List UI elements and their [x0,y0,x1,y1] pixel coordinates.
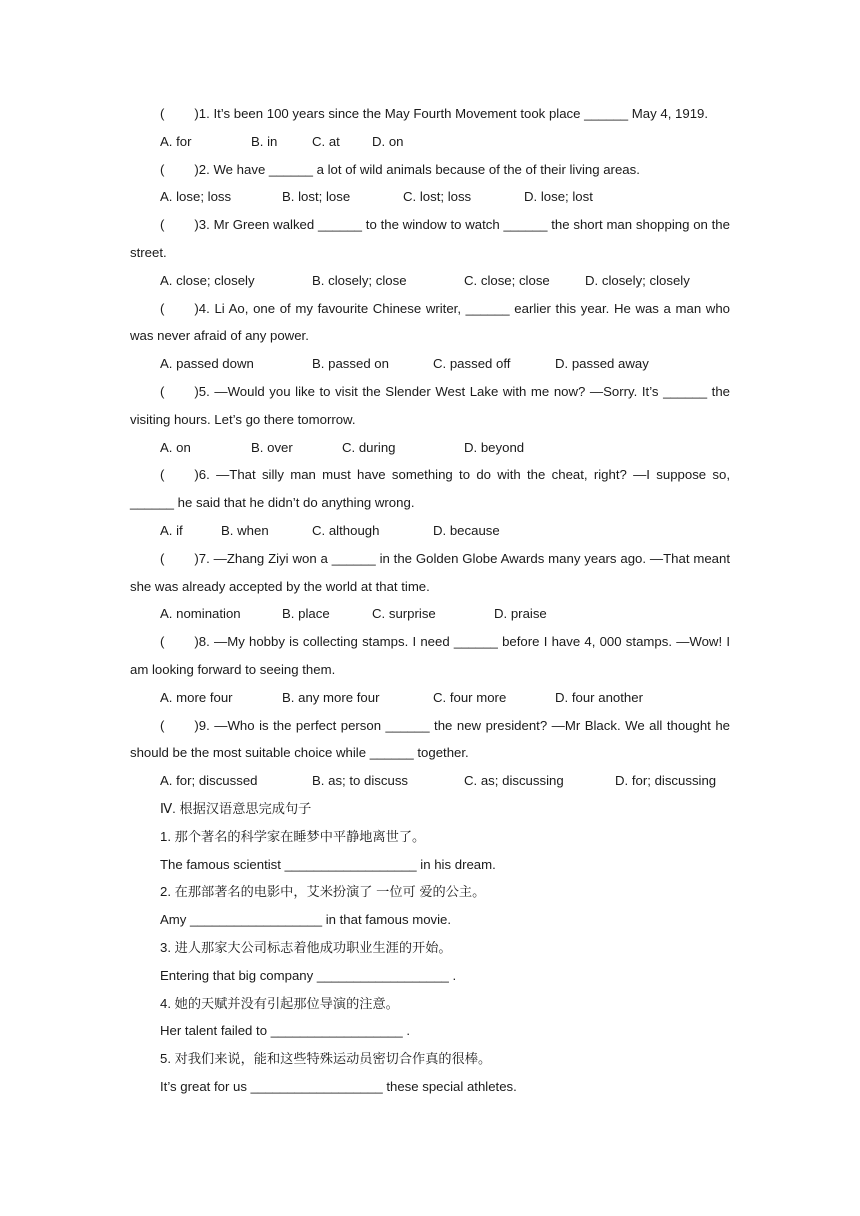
option-d: D. closely; closely [585,272,690,288]
option-a: A. for [160,133,192,149]
question-7-options [160,600,730,628]
question-3: ( )3. Mr Green walked ______ to the window to watch ______ the short man shopping on the street. [130,217,730,260]
question-7: ( )7. —Zhang Ziyi won a ______ in the Golden Globe Awards many years ago. —That meant she was already accepted by the world at that time. [130,550,730,594]
option-a: A. on [160,439,191,455]
option-c: C. although [312,522,380,538]
option-c: C. as; discussing [464,773,564,789]
option-a: A. if [160,522,183,538]
question-2-options [160,183,730,211]
option-c: C. four more [433,689,507,705]
option-d: D. four another [555,689,643,705]
option-b: B. closely; close [312,272,407,288]
question-text: —That silly man must have something to do with the cheat, right? —I suppose so, ______ he said that he didn’t do anything wrong. [130,467,730,511]
option-b: B. lost; lose [282,189,351,205]
translation-prompt-4: 4. 她的天赋并没有引起那位导演的注意。 [160,995,399,1011]
option-d: D. on [372,133,404,149]
question-1-options [160,128,730,156]
section-4-title: Ⅳ. 根据汉语意思完成句子 [160,800,312,816]
option-c: C. close; close [464,272,550,288]
translation-sentence-5: It’s great for us __________________ these special athletes. [160,1078,517,1094]
translation-sentence-2: Amy __________________ in that famous movie. [160,912,452,928]
translation-prompt-1: 1. 那个著名的科学家在睡梦中平静地离世了。 [160,828,426,844]
option-b: B. as; to discuss [312,773,409,789]
question-8: ( )8. —My hobby is collecting stamps. I need ______ before I have 4, 000 stamps. —Wow! I am looking forward to seeing them. [130,634,730,677]
question-2: ( )2. We have ______ a lot of wild animals because of the of their living areas. [160,161,640,177]
question-1: ( )1. It’s been 100 years since the May Fourth Movement took place ______ May 4, 1919. [160,106,709,121]
question-3-options [160,267,730,295]
translation-prompt-2: 2. 在那部著名的电影中，艾米扮演了 一位可 爱的公主。 [160,884,486,900]
question-4: ( )4. Li Ao, one of my favourite Chinese writer, ______ earlier this year. He was a man who was never afraid of any power. [130,300,731,344]
question-text: —Who is the perfect person ______ the new president? —Mr Black. We all thought he should be the most suitable choice while ______ together. [130,717,730,761]
option-b: B. over [251,439,293,455]
option-a: A. for; discussed [160,773,258,789]
question-text: Li Ao, one of my favourite Chinese writer, ______ earlier this year. He was a man who was never afraid of any power. [130,300,731,344]
option-d: D. lose; lost [524,189,593,205]
question-8-options [160,684,730,712]
question-text: —My hobby is collecting stamps. I need ______ before I have 4, 000 stamps. —Wow! I am looking forward to seeing them. [130,634,730,677]
option-a: A. lose; loss [160,189,232,205]
question-text: Mr Green walked ______ to the window to watch ______ the short man shopping on the street. [130,217,730,260]
option-c: C. lost; loss [403,189,472,205]
translation-sentence-3: Entering that big company __________________ . [160,967,457,983]
option-a: A. passed down [160,356,254,372]
question-5: ( )5. —Would you like to visit the Slender West Lake with me now? —Sorry. It’s ______ the visiting hours. Let’s go there tomorrow. [130,383,731,427]
question-6-options [160,517,730,545]
option-b: B. passed on [312,356,389,372]
option-b: B. place [282,606,330,622]
translation-prompt-5: 5. 对我们来说，能和这些特殊运动员密切合作真的很棒。 [160,1051,492,1067]
option-c: C. passed off [433,356,511,372]
option-c: C. surprise [372,606,436,622]
question-text: —Zhang Ziyi won a ______ in the Golden Globe Awards many years ago. —That meant she was already accepted by the world at that time. [130,550,730,594]
translation-sentence-4: Her talent failed to __________________ . [160,1023,411,1039]
option-b: B. any more four [282,689,380,705]
option-b: B. in [251,133,278,149]
option-d: D. praise [494,606,547,622]
question-text: —Would you like to visit the Slender West Lake with me now? —Sorry. It’s ______ the visiting hours. Let’s go there tomorrow. [130,383,731,427]
question-4-options [160,350,730,378]
question-5-options [160,434,730,462]
question-9-options [160,767,730,795]
option-a: A. nomination [160,606,241,622]
option-c: C. at [312,133,340,149]
option-a: A. close; closely [160,272,255,288]
option-d: D. passed away [555,356,649,372]
question-text: We have ______ a lot of wild animals because of the of their living areas. [213,161,640,177]
option-d: D. for; discussing [615,773,717,789]
option-c: C. during [342,439,396,455]
option-d: D. beyond [464,439,525,455]
question-text: It’s been 100 years since the May Fourth Movement took place ______ May 4, 1919. [213,106,709,121]
option-a: A. more four [160,689,233,705]
option-d: D. because [433,522,500,538]
question-6: ( )6. —That silly man must have something to do with the cheat, right? —I suppose so, ______ he said that he didn’t do anything wrong. [130,467,730,511]
question-9: ( )9. —Who is the perfect person ______ the new president? —Mr Black. We all thought he should be the most suitable choice while ______ together. [130,717,730,761]
translation-sentence-1: The famous scientist __________________ in his dream. [160,856,496,872]
option-b: B. when [221,522,269,538]
exercise-content [130,100,730,1101]
translation-prompt-3: 3. 进人那家大公司标志着他成功职业生涯的开始。 [160,939,452,955]
